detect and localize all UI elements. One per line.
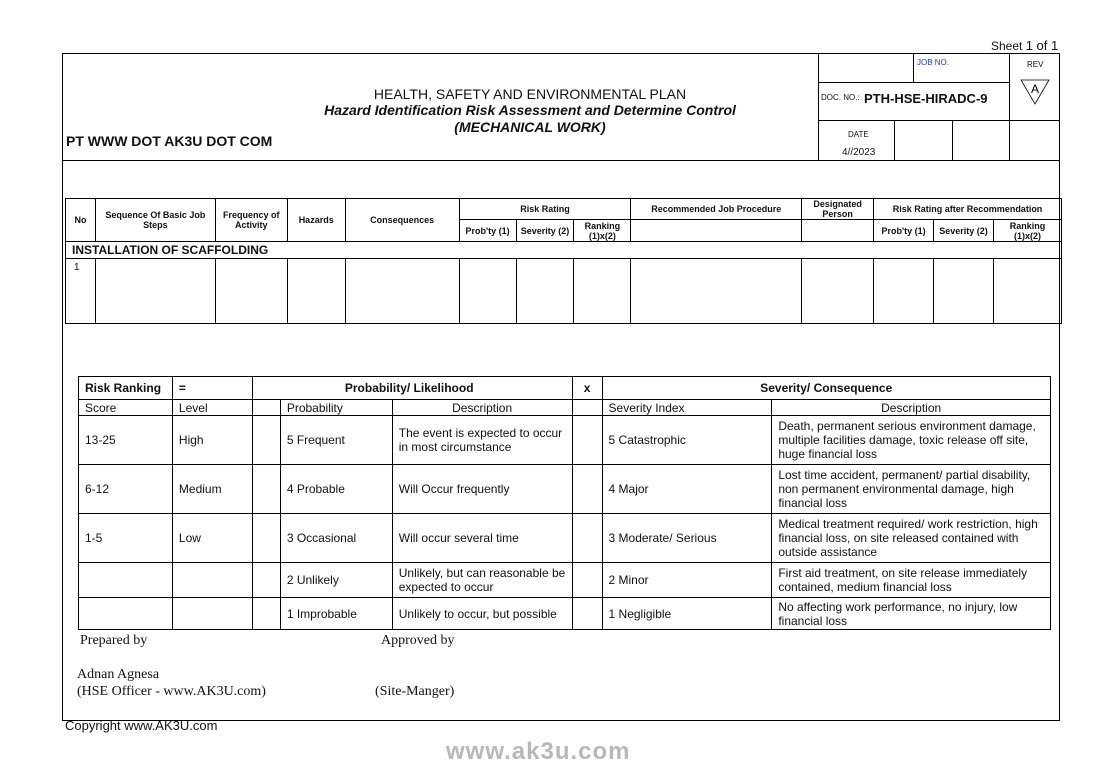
watermark-text: www.ak3u.com bbox=[446, 738, 631, 765]
sheet-counter bbox=[991, 38, 1058, 53]
header-ranking: Ranking (1)x(2) bbox=[574, 220, 631, 242]
spacer-cell bbox=[572, 563, 602, 598]
header-consequences: Consequences bbox=[345, 199, 459, 242]
severity-header: Severity/ Consequence bbox=[602, 377, 1050, 400]
multiply-sign: x bbox=[572, 377, 602, 400]
severity-description: Death, permanent serious environment damage, multiple facilities damage, toxic release off site, huge financial loss bbox=[772, 416, 1051, 465]
col-probability: Probability bbox=[280, 400, 392, 416]
probability-cell: 3 Occasional bbox=[280, 514, 392, 563]
score-cell bbox=[79, 598, 173, 630]
header-hazards: Hazards bbox=[287, 199, 345, 242]
probability-cell: 5 Frequent bbox=[280, 416, 392, 465]
header-severity-after: Severity (2) bbox=[934, 220, 994, 242]
severity-cell: 1 Negligible bbox=[602, 598, 772, 630]
plan-title: HEALTH, SAFETY AND ENVIRONMENTAL PLAN bbox=[373, 86, 687, 102]
col-spacer bbox=[572, 400, 602, 416]
section-title: INSTALLATION OF SCAFFOLDING bbox=[66, 242, 1062, 259]
col-level: Level bbox=[172, 400, 252, 416]
header-divider bbox=[818, 120, 1060, 121]
header-designated-empty bbox=[802, 220, 874, 242]
risk-row bbox=[79, 563, 1051, 598]
header-divider bbox=[952, 120, 953, 160]
probability-description: Will occur several time bbox=[392, 514, 572, 563]
header-frequency: Frequency of Activity bbox=[215, 199, 287, 242]
sheet-value: 1 of 1 bbox=[1025, 38, 1059, 53]
spacer-cell bbox=[252, 416, 280, 465]
header-ranking-after: Ranking (1)x(2) bbox=[993, 220, 1061, 242]
score-cell: 6-12 bbox=[79, 465, 173, 514]
table-cell bbox=[287, 259, 345, 324]
table-cell bbox=[874, 259, 934, 324]
header-after-recommendation: Risk Rating after Recommendation bbox=[874, 199, 1062, 220]
header-divider bbox=[818, 53, 819, 160]
table-cell bbox=[95, 259, 215, 324]
level-cell: Low bbox=[172, 514, 252, 563]
score-cell: 13-25 bbox=[79, 416, 173, 465]
table-cell bbox=[631, 259, 802, 324]
hiradc-table bbox=[65, 198, 1062, 324]
severity-description: No affecting work performance, no injury, low financial loss bbox=[772, 598, 1051, 630]
level-cell bbox=[172, 563, 252, 598]
severity-cell: 5 Catastrophic bbox=[602, 416, 772, 465]
header-severity: Severity (2) bbox=[516, 220, 574, 242]
date-value: 4//2023 bbox=[842, 147, 876, 158]
probability-description: Unlikely to occur, but possible bbox=[392, 598, 572, 630]
risk-ranking-title: Risk Ranking bbox=[79, 377, 173, 400]
header-recommended-empty bbox=[631, 220, 802, 242]
doc-no-label: DOC. NO.: bbox=[821, 93, 860, 102]
company-name: PT WWW DOT AK3U DOT COM bbox=[66, 133, 273, 149]
probability-description: The event is expected to occur in most circumstance bbox=[392, 416, 572, 465]
risk-row bbox=[79, 416, 1051, 465]
spacer-cell bbox=[252, 563, 280, 598]
risk-ranking-table bbox=[78, 376, 1051, 630]
header-sequence: Sequence Of Basic Job Steps bbox=[95, 199, 215, 242]
probability-cell: 4 Probable bbox=[280, 465, 392, 514]
table-cell bbox=[215, 259, 287, 324]
prepared-by-label: Prepared by bbox=[80, 633, 148, 648]
risk-row bbox=[79, 598, 1051, 630]
approved-by-label: Approved by bbox=[381, 633, 455, 648]
severity-description: Medical treatment required/ work restriction, high financial loss, on site released contained with outside assistance bbox=[772, 514, 1051, 563]
table-row bbox=[66, 259, 1062, 324]
severity-cell: 2 Minor bbox=[602, 563, 772, 598]
level-cell: Medium bbox=[172, 465, 252, 514]
table-cell bbox=[934, 259, 994, 324]
header-divider bbox=[1009, 53, 1010, 160]
header-divider bbox=[894, 120, 895, 160]
score-cell: 1-5 bbox=[79, 514, 173, 563]
header-divider bbox=[62, 160, 1060, 161]
spacer-cell bbox=[252, 598, 280, 630]
level-cell bbox=[172, 598, 252, 630]
preparer-title: (HSE Officer - www.AK3U.com) bbox=[77, 684, 266, 699]
spacer-cell bbox=[572, 465, 602, 514]
probability-cell: 2 Unlikely bbox=[280, 563, 392, 598]
sheet-label: Sheet bbox=[991, 39, 1023, 53]
col-severity-index: Severity Index bbox=[602, 400, 772, 416]
rev-value: A bbox=[1030, 82, 1040, 96]
table-cell bbox=[459, 259, 516, 324]
doc-no-value: PTH-HSE-HIRADC-9 bbox=[864, 91, 988, 106]
rev-label: REV bbox=[1027, 60, 1044, 69]
table-cell bbox=[993, 259, 1061, 324]
header-divider bbox=[818, 82, 1009, 83]
col-score: Score bbox=[79, 400, 173, 416]
probability-cell: 1 Improbable bbox=[280, 598, 392, 630]
header-risk-rating: Risk Rating bbox=[459, 199, 631, 220]
table-cell bbox=[516, 259, 574, 324]
severity-cell: 3 Moderate/ Serious bbox=[602, 514, 772, 563]
probability-header: Probability/ Likelihood bbox=[252, 377, 572, 400]
risk-row bbox=[79, 465, 1051, 514]
revision-triangle bbox=[1020, 78, 1050, 106]
severity-description: Lost time accident, permanent/ partial disability, non permanent environmental damage, high financial loss bbox=[772, 465, 1051, 514]
level-cell: High bbox=[172, 416, 252, 465]
job-no-label: JOB NO. bbox=[917, 58, 950, 67]
header-probability-after: Prob'ty (1) bbox=[874, 220, 934, 242]
header-divider bbox=[913, 53, 914, 82]
probability-description: Unlikely, but can reasonable be expected to occur bbox=[392, 563, 572, 598]
spacer-cell bbox=[252, 514, 280, 563]
spacer-cell bbox=[252, 465, 280, 514]
preparer-name: Adnan Agnesa bbox=[77, 667, 160, 682]
table-cell bbox=[574, 259, 631, 324]
probability-description: Will Occur frequently bbox=[392, 465, 572, 514]
col-description: Description bbox=[392, 400, 572, 416]
header-no: No bbox=[66, 199, 96, 242]
table-cell bbox=[802, 259, 874, 324]
row-number: 1 bbox=[66, 259, 96, 324]
plan-subtitle: Hazard Identification Risk Assessment and Determine Control bbox=[324, 102, 736, 118]
spacer-cell bbox=[572, 598, 602, 630]
header-probability: Prob'ty (1) bbox=[459, 220, 516, 242]
severity-cell: 4 Major bbox=[602, 465, 772, 514]
spacer-cell bbox=[572, 416, 602, 465]
header-designated: Designated Person bbox=[802, 199, 874, 220]
plan-scope: (MECHANICAL WORK) bbox=[454, 119, 606, 135]
date-label: DATE bbox=[848, 130, 869, 139]
score-cell bbox=[79, 563, 173, 598]
copyright-text: Copyright www.AK3U.com bbox=[65, 718, 218, 733]
spacer-cell bbox=[572, 514, 602, 563]
col-spacer bbox=[252, 400, 280, 416]
risk-row bbox=[79, 514, 1051, 563]
header-recommended: Recommended Job Procedure bbox=[631, 199, 802, 220]
approver-title: (Site-Manger) bbox=[375, 684, 455, 699]
severity-description: First aid treatment, on site release immediately contained, medium financial loss bbox=[772, 563, 1051, 598]
col-description-severity: Description bbox=[772, 400, 1051, 416]
table-cell bbox=[345, 259, 459, 324]
equals-sign: = bbox=[172, 377, 252, 400]
